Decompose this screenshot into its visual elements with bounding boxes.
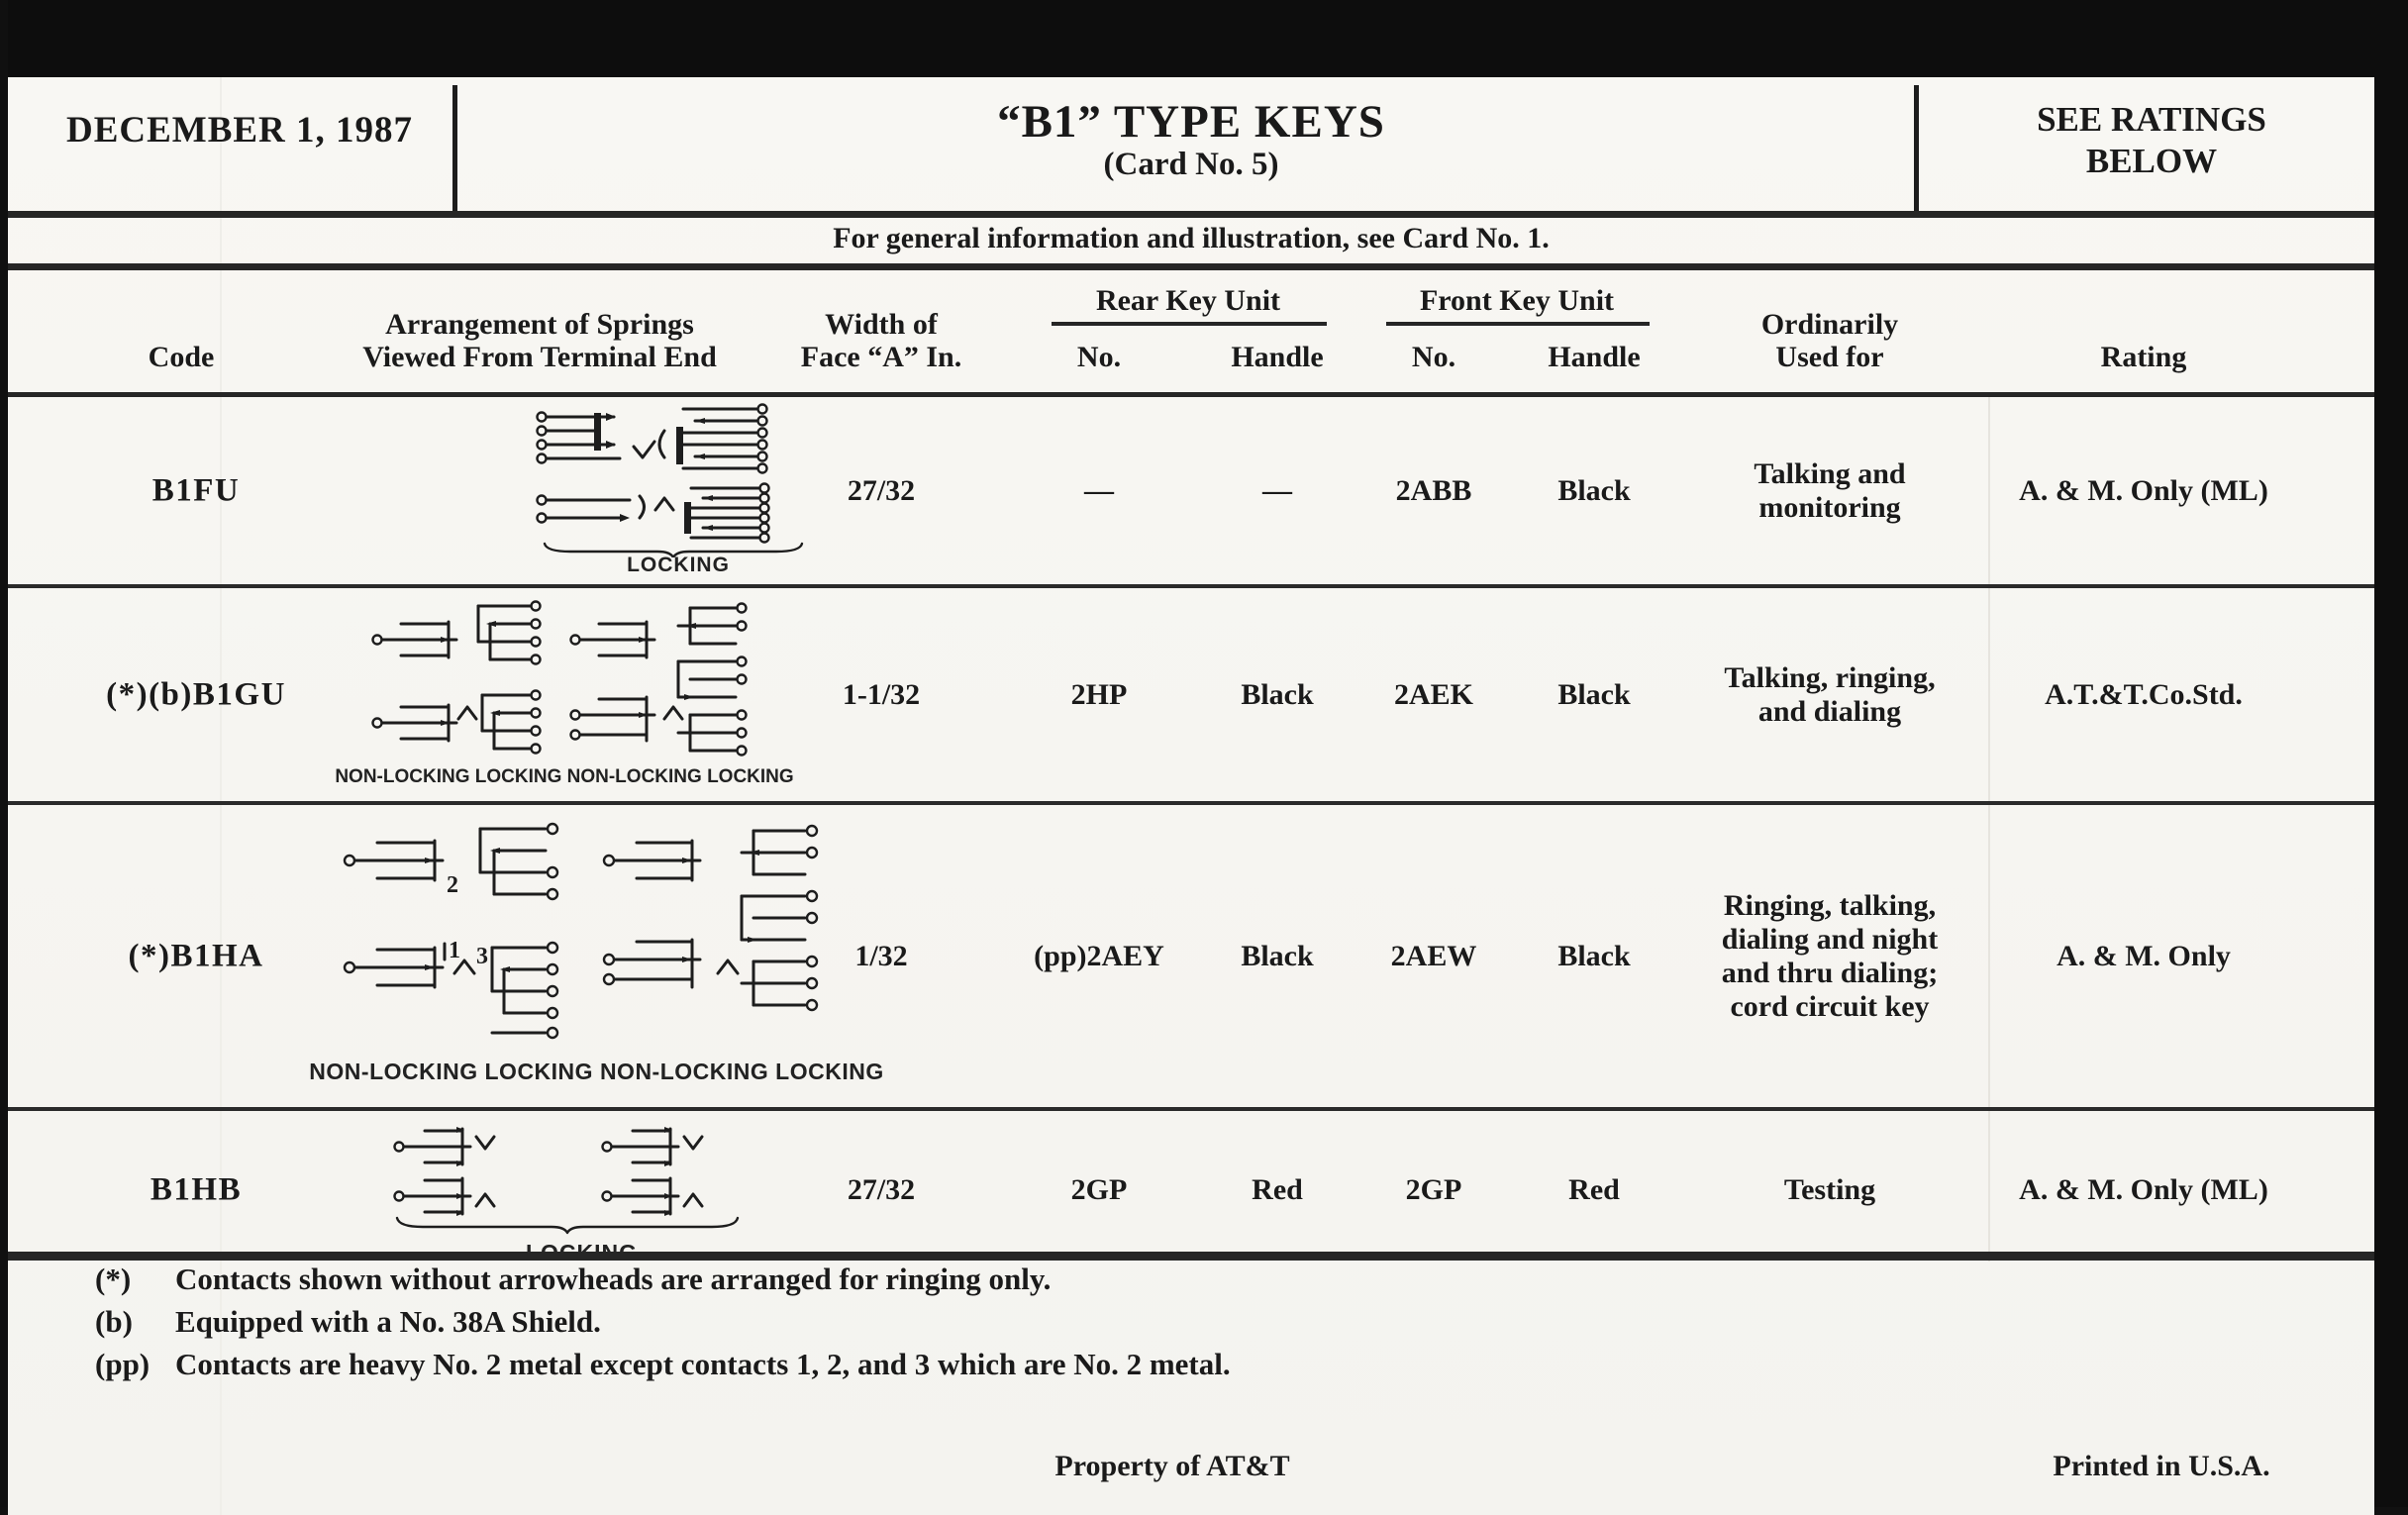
- info-line: For general information and illustration, see Card No. 1.: [833, 222, 1550, 254]
- column-header-front-handle: Handle: [1548, 341, 1641, 373]
- column-header-rear-handle: Handle: [1231, 341, 1324, 373]
- rating-cell: A. & M. Only: [2057, 939, 2231, 972]
- rear-handle-cell: —: [1262, 473, 1292, 507]
- divider: [8, 263, 2374, 270]
- footnote-text: Equipped with a No. 38A Shield.: [175, 1304, 601, 1339]
- footer-printed-notice: Printed in U.S.A.: [2053, 1450, 2270, 1482]
- table-row: [8, 801, 2374, 1107]
- footnote: [8, 1262, 2374, 1304]
- used-for-cell: Talking and monitoring: [1754, 456, 1906, 524]
- spring-diagram-b1hb: [391, 1121, 772, 1236]
- column-header-width-line1: Width of: [825, 308, 938, 341]
- divider: [1386, 322, 1650, 326]
- contact-number: 1: [449, 938, 460, 963]
- width-cell: 1-1/32: [842, 677, 921, 711]
- column-header-front-key-unit: Front Key Unit: [1419, 284, 1615, 317]
- column-header-width-line2: Face “A” In.: [800, 341, 962, 373]
- column-header-code: Code: [148, 341, 215, 373]
- column-header-used-for-line2: Used for: [1775, 341, 1884, 373]
- rear-handle-cell: Black: [1241, 677, 1314, 711]
- front-handle-cell: Red: [1568, 1172, 1620, 1206]
- contact-number: 2: [447, 872, 458, 898]
- footnote: [8, 1304, 2374, 1347]
- front-no-cell: 2AEW: [1390, 939, 1477, 972]
- front-handle-cell: Black: [1557, 939, 1631, 972]
- rear-no-cell: —: [1084, 473, 1114, 507]
- front-handle-cell: Black: [1557, 677, 1631, 711]
- contact-number: 3: [476, 944, 488, 969]
- column-header-arrangement: [362, 308, 717, 373]
- page-subtitle: (Card No. 5): [1103, 147, 1279, 182]
- header-date: DECEMBER 1, 1987: [65, 110, 414, 151]
- header-divider-left: [452, 85, 457, 211]
- divider: [1052, 322, 1327, 326]
- footnote-marker: (b): [95, 1304, 133, 1339]
- front-no-cell: 2AEK: [1393, 677, 1474, 711]
- header-divider-right: [1914, 85, 1919, 211]
- table-row: [8, 584, 2374, 801]
- used-for-cell: Talking, ringing, and dialing: [1724, 660, 1936, 728]
- rear-no-cell: 2HP: [1070, 677, 1128, 711]
- code-cell: (*)B1HA: [128, 938, 264, 973]
- table-row: [8, 397, 2374, 584]
- footnote-text: Contacts are heavy No. 2 metal except contacts 1, 2, and 3 which are No. 2 metal.: [175, 1347, 1231, 1381]
- column-header-arrangement-line1: Arrangement of Springs: [385, 308, 694, 341]
- rear-no-cell: 2GP: [1070, 1172, 1128, 1206]
- width-cell: 1/32: [854, 939, 908, 972]
- code-cell: (*)(b)B1GU: [106, 676, 286, 712]
- column-header-width: [801, 308, 961, 373]
- column-header-used-for: [1761, 308, 1898, 373]
- table-header: [8, 270, 2374, 392]
- scan-border-right: [2374, 0, 2408, 1515]
- diagram-label: LOCKING: [627, 554, 730, 576]
- scan-border-top: [0, 0, 2408, 77]
- footer-property-notice: Property of AT&T: [1054, 1450, 1290, 1482]
- footnote: [8, 1347, 2374, 1389]
- rear-handle-cell: Black: [1241, 939, 1314, 972]
- footnote-marker: (pp): [95, 1347, 150, 1381]
- footnote-text: Contacts shown without arrowheads are arranged for ringing only.: [175, 1262, 1052, 1296]
- rear-handle-cell: Red: [1252, 1172, 1303, 1206]
- spring-diagram-b1fu: [535, 403, 822, 576]
- see-ratings-note: SEE RATINGS BELOW: [2037, 100, 2266, 180]
- column-header-used-for-line1: Ordinarily: [1760, 308, 1899, 341]
- column-header-rear-key-unit: Rear Key Unit: [1095, 284, 1281, 317]
- diagram-label: NON-LOCKING LOCKING NON-LOCKING LOCKING: [335, 766, 794, 787]
- used-for-cell: Ringing, talking, dialing and night and thru dialing; cord circuit key: [1721, 888, 1939, 1023]
- divider: [8, 1252, 2374, 1261]
- code-cell: B1FU: [151, 472, 241, 508]
- used-for-cell: Testing: [1783, 1172, 1876, 1206]
- footnotes: [8, 1262, 2374, 1389]
- table-body: [8, 397, 2374, 1268]
- rating-cell: A.T.&T.Co.Std.: [2045, 677, 2243, 711]
- scan-border-left: [0, 0, 8, 1515]
- column-header-front-no: No.: [1411, 341, 1456, 373]
- rating-cell: A. & M. Only (ML): [2019, 473, 2268, 507]
- rating-cell: A. & M. Only (ML): [2019, 1172, 2268, 1206]
- page-title: “B1” TYPE KEYS: [997, 96, 1385, 148]
- table-row: [8, 1107, 2374, 1268]
- code-cell: B1HB: [150, 1171, 243, 1207]
- footnote-marker: (*): [95, 1262, 132, 1296]
- spring-diagram-b1gu: [335, 596, 794, 787]
- width-cell: 27/32: [847, 1172, 916, 1206]
- front-handle-cell: Black: [1557, 473, 1631, 507]
- column-header-arrangement-line2: Viewed From Terminal End: [362, 341, 717, 373]
- rear-no-cell: (pp)2AEY: [1034, 939, 1164, 972]
- front-no-cell: 2ABB: [1395, 473, 1472, 507]
- divider: [8, 211, 2374, 218]
- document-card: [8, 77, 2374, 1515]
- column-header-rating: Rating: [2100, 341, 2187, 373]
- width-cell: 27/32: [847, 473, 916, 507]
- front-no-cell: 2GP: [1405, 1172, 1462, 1206]
- diagram-label: NON-LOCKING LOCKING NON-LOCKING LOCKING: [309, 1059, 884, 1084]
- column-header-rear-no: No.: [1076, 341, 1122, 373]
